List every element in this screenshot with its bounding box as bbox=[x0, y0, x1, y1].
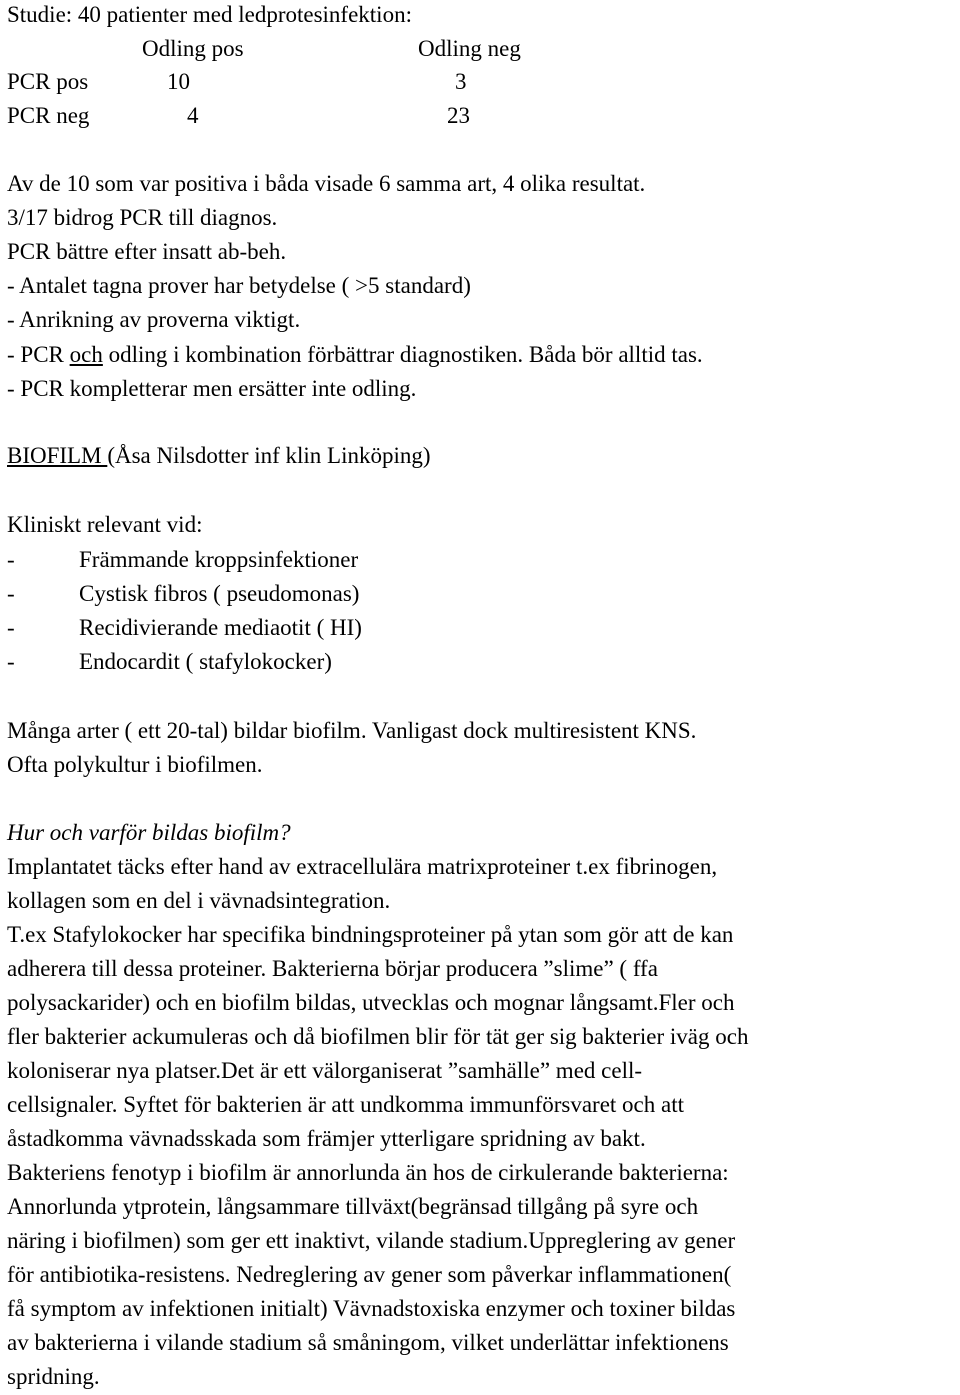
row-label-pcr-positive: PCR pos bbox=[7, 69, 89, 94]
species-line: Många arter ( ett 20-tal) bildar biofilm. Vanligast dock multiresistent KNS. bbox=[7, 718, 697, 743]
body-line: Annorlunda ytprotein, långsammare tillväxt(begränsad tillgång på syre och bbox=[7, 1194, 699, 1219]
body-line: Bakteriens fenotyp i biofilm är annorlunda än hos de cirkulerande bakterierna: bbox=[7, 1160, 729, 1185]
body-line: spridning. bbox=[7, 1364, 100, 1389]
column-header-culture-negative: Odling neg bbox=[418, 36, 521, 61]
row-label-pcr-negative: PCR neg bbox=[7, 103, 90, 128]
body-line: adherera till dessa proteiner. Bakterierna börjar producera ”slime” ( ffa bbox=[7, 956, 658, 981]
biofilm-question: Hur och varför bildas biofilm? bbox=[7, 820, 291, 845]
body-line: koloniserar nya platser.Det är ett välorganiserat ”samhälle” med cell- bbox=[7, 1058, 643, 1083]
finding-line: 3/17 bidrog PCR till diagnos. bbox=[7, 205, 278, 230]
body-line: polysackarider) och en biofilm bildas, utvecklas och mognar långsamt.Fler och bbox=[7, 990, 735, 1015]
body-line: Implantatet täcks efter hand av extracellulära matrixproteiner t.ex fibrinogen, bbox=[7, 854, 718, 879]
list-item-text: Cystisk fibros ( pseudomonas) bbox=[79, 581, 360, 606]
list-dash: - bbox=[7, 581, 15, 606]
cell-pcr-neg-culture-neg: 23 bbox=[447, 103, 470, 128]
cell-pcr-pos-culture-neg: 3 bbox=[455, 69, 467, 94]
body-line: T.ex Stafylokocker har specifika bindningsproteiner på ytan som gör att de kan bbox=[7, 922, 734, 947]
list-item-text: Endocardit ( stafylokocker) bbox=[79, 649, 332, 674]
finding-line: - Antalet tagna prover har betydelse ( >5 standard) bbox=[7, 273, 471, 298]
cell-pcr-neg-culture-pos: 4 bbox=[187, 103, 199, 128]
body-line: för antibiotika-resistens. Nedreglering av gener som påverkar inflammationen( bbox=[7, 1262, 732, 1287]
list-item-text: Recidivierande mediaotit ( HI) bbox=[79, 615, 362, 640]
biofilm-source: (Åsa Nilsdotter inf klin Linköping) bbox=[107, 443, 431, 468]
finding-line: PCR bättre efter insatt ab-beh. bbox=[7, 239, 287, 264]
combination-underlined-word: och bbox=[69, 342, 103, 367]
list-dash: - bbox=[7, 547, 15, 572]
combination-suffix: odling i kombination förbättrar diagnostiken. Båda bör alltid tas. bbox=[102, 342, 703, 367]
combination-prefix: - PCR bbox=[7, 342, 70, 367]
biofilm-heading-line bbox=[7, 441, 431, 471]
species-line: Ofta polykultur i biofilmen. bbox=[7, 752, 263, 777]
cell-pcr-pos-culture-pos: 10 bbox=[167, 69, 190, 94]
list-dash: - bbox=[7, 649, 15, 674]
body-line: fler bakterier ackumuleras och då biofilmen blir för tät ger sig bakterier iväg och bbox=[7, 1024, 749, 1049]
relevant-intro: Kliniskt relevant vid: bbox=[7, 512, 203, 537]
body-line: få symptom av infektionen initialt) Vävnadstoxiska enzymer och toxiner bildas bbox=[7, 1296, 736, 1321]
finding-line: Av de 10 som var positiva i båda visade 6 samma art, 4 olika resultat. bbox=[7, 171, 646, 196]
list-dash: - bbox=[7, 615, 15, 640]
body-line: cellsignaler. Syftet för bakterien är att undkomma immunförsvaret och att bbox=[7, 1092, 685, 1117]
body-line: kollagen som en del i vävnadsintegration. bbox=[7, 888, 391, 913]
biofilm-heading: BIOFILM bbox=[7, 443, 108, 468]
body-line: åstadkomma vävnadsskada som främjer ytterligare spridning av bakt. bbox=[7, 1126, 646, 1151]
combination-line bbox=[7, 340, 703, 370]
list-item-text: Främmande kroppsinfektioner bbox=[79, 547, 359, 572]
body-line: näring i biofilmen) som ger ett inaktivt, vilande stadium.Uppreglering av gener bbox=[7, 1228, 736, 1253]
column-header-culture-positive: Odling pos bbox=[142, 36, 244, 61]
study-title: Studie: 40 patienter med ledprotesinfektion: bbox=[7, 2, 412, 27]
body-line: av bakterierna i vilande stadium så småningom, vilket underlättar infektionens bbox=[7, 1330, 729, 1355]
complement-line: - PCR kompletterar men ersätter inte odling. bbox=[7, 376, 417, 401]
finding-line: - Anrikning av proverna viktigt. bbox=[7, 307, 301, 332]
